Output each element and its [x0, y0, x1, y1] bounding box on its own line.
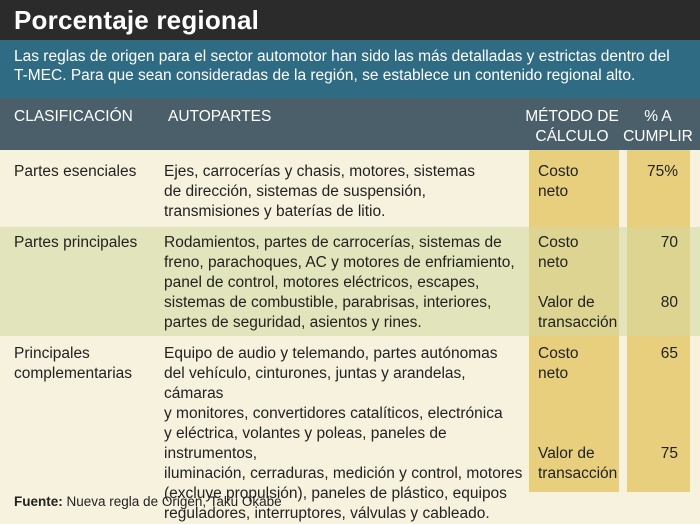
source-label: Fuente:: [14, 494, 63, 509]
metodo-line: Costo: [538, 234, 579, 251]
autopartes-line: sistemas de combustible, parabrisas, interiores,: [164, 294, 492, 311]
autopartes-line: de dirección, sistemas de suspensión,: [164, 183, 426, 200]
table-row: [0, 227, 700, 336]
source-text: Nueva regla de Origen, Taku Okabe: [66, 494, 282, 509]
autopartes-line: partes de seguridad, asientos y rines.: [164, 314, 422, 331]
metodo-line: Costo: [538, 163, 579, 180]
row-metodo: [538, 293, 617, 333]
intro-text: Las reglas de origen para el sector automotor han sido las más detalladas y estrictas dentro del T-MEC. Para que sean consideradas de la región, se establece un contenido regional alto.: [0, 40, 700, 98]
autopartes-line: freno, parachoques, AC y motores de enfriamiento,: [164, 254, 515, 271]
row-autopartes: [164, 162, 524, 222]
autopartes-line: del vehículo, cinturones, juntas y arandelas, cámaras: [164, 365, 466, 402]
autopartes-line: Rodamientos, partes de carrocerías, sistemas de: [164, 234, 502, 251]
metodo-line: Valor de: [538, 294, 595, 311]
autopartes-line: y eléctrica, volantes y poleas, paneles de instrumentos,: [164, 425, 447, 462]
row-autopartes: [164, 233, 524, 333]
metodo-line: Costo: [538, 345, 579, 362]
page-title: Porcentaje regional: [14, 5, 260, 35]
header-porcentaje-line2: CUMPLIR: [623, 128, 693, 145]
title-bar: [0, 0, 700, 40]
header-metodo-line2: CÁLCULO: [535, 128, 609, 145]
row-metodo: [538, 162, 579, 202]
metodo-line: transacción: [538, 465, 618, 482]
header-clasificacion: CLASIFICACIÓN: [14, 108, 133, 125]
row-metodo: [538, 233, 579, 273]
clasificacion-line: complementarias: [14, 365, 133, 382]
row-porcentaje: 75%: [646, 163, 678, 180]
row-clasificacion: [14, 344, 132, 384]
metodo-line: neto: [538, 365, 569, 382]
row-porcentaje: 65: [660, 345, 678, 362]
metodo-line: neto: [538, 183, 569, 200]
autopartes-line: Ejes, carrocerías y chasis, motores, sistemas: [164, 163, 475, 180]
clasificacion-line: Principales: [14, 345, 90, 362]
autopartes-line: Equipo de audio y telemando, partes autónomas: [164, 345, 498, 362]
header-autopartes: AUTOPARTES: [168, 108, 272, 125]
header-porcentaje-line1: % A: [644, 108, 672, 125]
row-porcentaje: 70: [660, 234, 678, 251]
autopartes-line: y monitores, convertidores catalíticos, electrónica: [164, 405, 503, 422]
table-header: [0, 98, 700, 150]
autopartes-line: (excluye propulsión), paneles de plástico, equipos: [164, 485, 507, 502]
table-row: [0, 150, 700, 227]
row-metodo: [538, 344, 579, 384]
row-porcentaje: 75: [660, 445, 678, 462]
autopartes-line: transmisiones y baterías de litio.: [164, 203, 386, 220]
metodo-line: transacción: [538, 314, 618, 331]
row-clasificacion: Partes esenciales: [14, 163, 137, 180]
source-note: [14, 494, 282, 509]
row-metodo: [538, 444, 617, 484]
autopartes-line: panel de control, motores eléctricos, escapes,: [164, 274, 480, 291]
metodo-line: neto: [538, 254, 569, 271]
row-clasificacion: Partes principales: [14, 234, 138, 251]
autopartes-line: iluminación, cerraduras, medición y control, motores: [164, 465, 523, 482]
row-porcentaje: 80: [660, 294, 678, 311]
header-porcentaje: [618, 107, 698, 147]
metodo-line: Valor de: [538, 445, 595, 462]
header-metodo-line1: MÉTODO DE: [525, 108, 619, 125]
header-metodo: [522, 107, 622, 147]
autopartes-line: reguladores, interruptores, válvulas y cableado.: [164, 505, 490, 522]
